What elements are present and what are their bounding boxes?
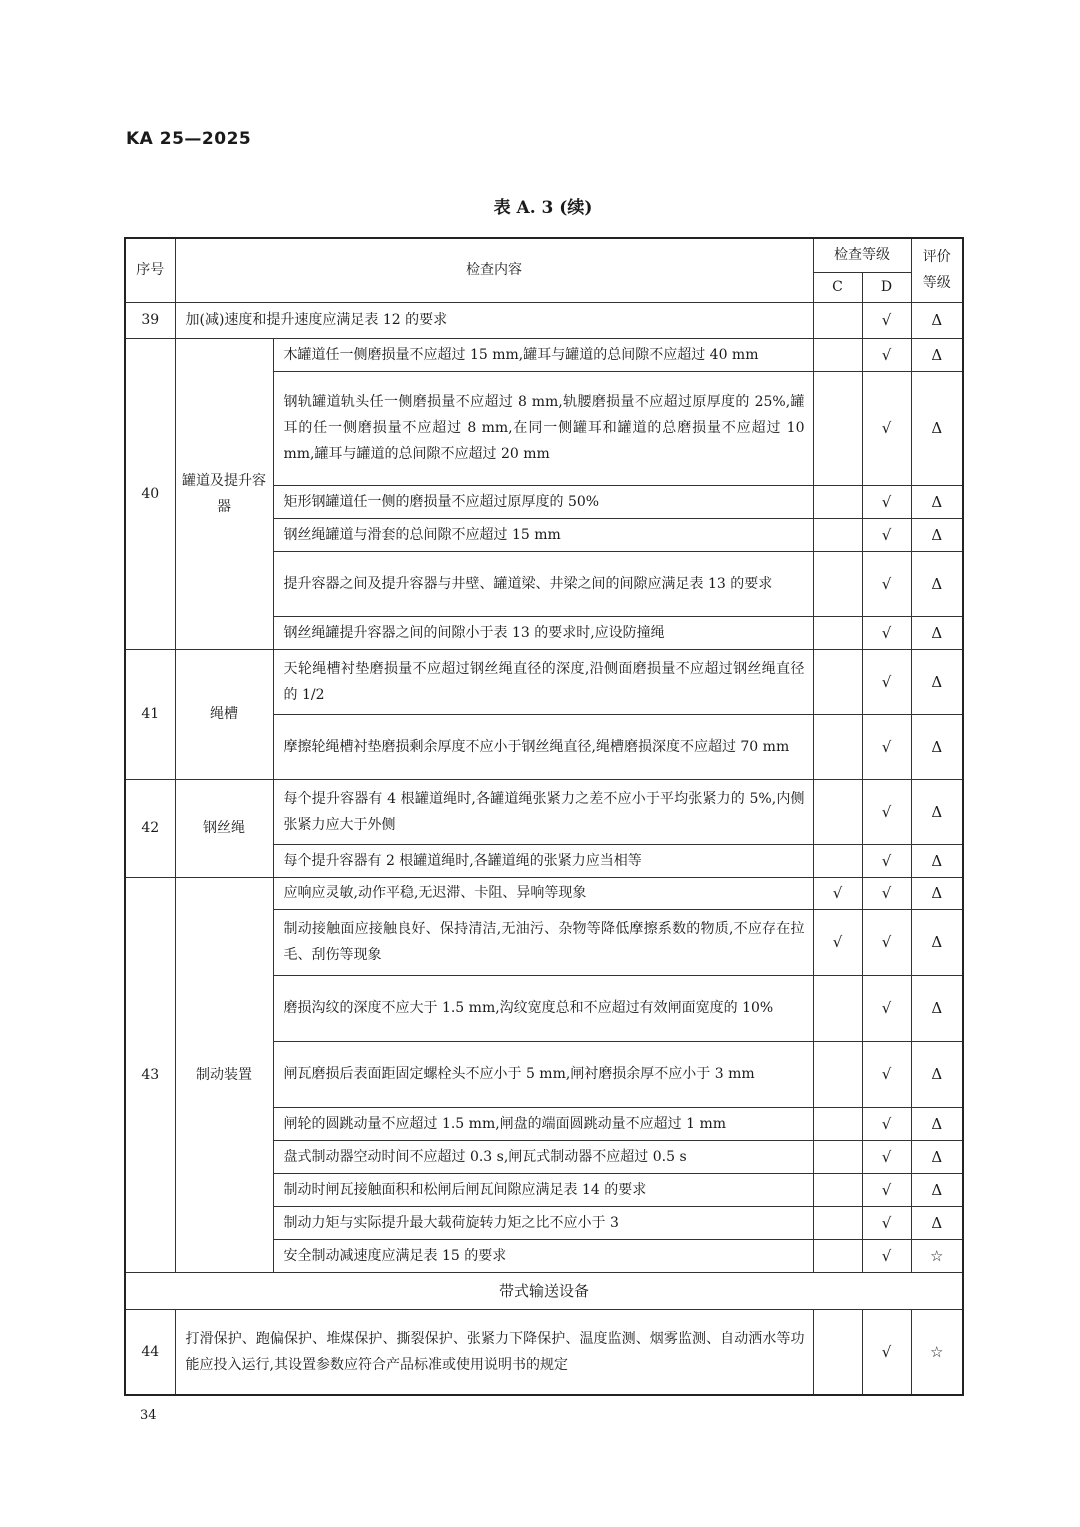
eval-cell: Δ [911, 1041, 963, 1107]
level-c-cell [813, 1309, 862, 1395]
level-d-cell: √ [862, 1206, 911, 1239]
level-c-cell [813, 551, 862, 616]
level-c-cell [813, 844, 862, 877]
level-d-cell: √ [862, 518, 911, 551]
level-c-cell [813, 779, 862, 844]
level-c-cell [813, 1041, 862, 1107]
level-d-cell: √ [862, 1140, 911, 1173]
standard-code: KA 25—2025 [126, 129, 252, 149]
eval-cell: Δ [911, 518, 963, 551]
level-c-cell [813, 1140, 862, 1173]
category-cell: 钢丝绳 [175, 779, 273, 877]
level-d-cell: √ [862, 779, 911, 844]
content-cell: 应响应灵敏,动作平稳,无迟滞、卡阻、异响等现象 [273, 877, 813, 909]
content-cell: 加(减)速度和提升速度应满足表 12 的要求 [175, 302, 813, 338]
level-c-cell: √ [813, 877, 862, 909]
category-cell: 绳槽 [175, 649, 273, 779]
level-d-cell: √ [862, 551, 911, 616]
col-header-content: 检查内容 [175, 238, 813, 302]
category-cell: 制动装置 [175, 877, 273, 1272]
level-c-cell [813, 616, 862, 649]
content-cell: 天轮绳槽衬垫磨损量不应超过钢丝绳直径的深度,沿侧面磨损量不应超过钢丝绳直径的 1/2 [273, 649, 813, 714]
col-header-eval [911, 238, 963, 302]
level-d-cell: √ [862, 714, 911, 779]
eval-cell: Δ [911, 371, 963, 485]
seq-cell: 44 [125, 1309, 175, 1395]
level-d-cell: √ [862, 1107, 911, 1140]
section-title: 带式输送设备 [125, 1272, 963, 1309]
col-header-seq: 序号 [125, 238, 175, 302]
content-cell: 安全制动减速度应满足表 15 的要求 [273, 1239, 813, 1272]
level-c-cell [813, 1173, 862, 1206]
seq-cell: 40 [125, 338, 175, 649]
eval-cell: Δ [911, 1140, 963, 1173]
level-d-cell: √ [862, 1041, 911, 1107]
content-cell: 闸瓦磨损后表面距固定螺栓头不应小于 5 mm,闸衬磨损余厚不应小于 3 mm [273, 1041, 813, 1107]
seq-cell: 41 [125, 649, 175, 779]
content-cell: 钢丝绳罐提升容器之间的间隙小于表 13 的要求时,应设防撞绳 [273, 616, 813, 649]
eval-cell: Δ [911, 975, 963, 1041]
eval-cell: Δ [911, 1173, 963, 1206]
col-header-eval-line2: 等级 [922, 275, 951, 292]
level-d-cell: √ [862, 371, 911, 485]
level-c-cell [813, 1107, 862, 1140]
category-cell: 罐道及提升容器 [175, 338, 273, 649]
content-cell: 每个提升容器有 2 根罐道绳时,各罐道绳的张紧力应当相等 [273, 844, 813, 877]
content-cell: 提升容器之间及提升容器与井壁、罐道梁、井梁之间的间隙应满足表 13 的要求 [273, 551, 813, 616]
content-cell: 盘式制动器空动时间不应超过 0.3 s,闸瓦式制动器不应超过 0.5 s [273, 1140, 813, 1173]
level-d-cell: √ [862, 616, 911, 649]
content-cell: 钢轨罐道轨头任一侧磨损量不应超过 8 mm,轨腰磨损量不应超过原厚度的 25%,罐耳的任一侧磨损量不应超过 8 mm,在同一侧罐耳和罐道的总磨损量不应超过 10 mm,罐耳与罐道的总间隙不应超过 20 mm [273, 371, 813, 485]
level-c-cell [813, 338, 862, 371]
eval-cell: Δ [911, 551, 963, 616]
level-d-cell: √ [862, 1173, 911, 1206]
eval-cell: Δ [911, 302, 963, 338]
level-d-cell: √ [862, 485, 911, 518]
level-c-cell [813, 714, 862, 779]
page-number: 34 [140, 1408, 157, 1423]
eval-cell: Δ [911, 714, 963, 779]
eval-cell: Δ [911, 485, 963, 518]
level-c-cell [813, 302, 862, 338]
seq-cell: 42 [125, 779, 175, 877]
level-d-cell: √ [862, 844, 911, 877]
table-row [125, 302, 963, 338]
content-cell: 制动接触面应接触良好、保持清洁,无油污、杂物等降低摩擦系数的物质,不应存在拉毛、刮伤等现象 [273, 909, 813, 975]
level-c-cell [813, 1239, 862, 1272]
eval-cell: Δ [911, 338, 963, 371]
col-header-level: 检查等级 [813, 238, 911, 272]
eval-cell: Δ [911, 1107, 963, 1140]
seq-cell: 39 [125, 302, 175, 338]
content-cell: 摩擦轮绳槽衬垫磨损剩余厚度不应小于钢丝绳直径,绳槽磨损深度不应超过 70 mm [273, 714, 813, 779]
eval-cell: ☆ [911, 1309, 963, 1395]
col-header-level-d: D [862, 272, 911, 302]
header-row [125, 238, 963, 272]
level-c-cell: √ [813, 909, 862, 975]
content-cell: 制动力矩与实际提升最大载荷旋转力矩之比不应小于 3 [273, 1206, 813, 1239]
col-header-level-c: C [813, 272, 862, 302]
eval-cell: Δ [911, 909, 963, 975]
level-c-cell [813, 649, 862, 714]
content-cell: 制动时闸瓦接触面积和松闸后闸瓦间隙应满足表 14 的要求 [273, 1173, 813, 1206]
table-row [125, 649, 963, 714]
content-cell: 打滑保护、跑偏保护、堆煤保护、撕裂保护、张紧力下降保护、温度监测、烟雾监测、自动洒水等功能应投入运行,其设置参数应符合产品标准或使用说明书的规定 [175, 1309, 813, 1395]
level-c-cell [813, 1206, 862, 1239]
level-d-cell: √ [862, 877, 911, 909]
eval-cell: ☆ [911, 1239, 963, 1272]
col-header-eval-line1: 评价 [922, 249, 951, 266]
content-cell: 磨损沟纹的深度不应大于 1.5 mm,沟纹宽度总和不应超过有效闸面宽度的 10% [273, 975, 813, 1041]
level-d-cell: √ [862, 649, 911, 714]
level-d-cell: √ [862, 975, 911, 1041]
level-d-cell: √ [862, 1309, 911, 1395]
level-d-cell: √ [862, 909, 911, 975]
content-cell: 钢丝绳罐道与滑套的总间隙不应超过 15 mm [273, 518, 813, 551]
content-cell: 闸轮的圆跳动量不应超过 1.5 mm,闸盘的端面圆跳动量不应超过 1 mm [273, 1107, 813, 1140]
level-c-cell [813, 518, 862, 551]
eval-cell: Δ [911, 649, 963, 714]
level-d-cell: √ [862, 338, 911, 371]
table-row [125, 779, 963, 844]
table-row [125, 338, 963, 371]
level-c-cell [813, 975, 862, 1041]
eval-cell: Δ [911, 616, 963, 649]
table-row [125, 877, 963, 909]
seq-cell: 43 [125, 877, 175, 1272]
level-c-cell [813, 485, 862, 518]
eval-cell: Δ [911, 1206, 963, 1239]
inspection-table [124, 237, 964, 1396]
table-title: 表 A. 3 (续) [493, 198, 593, 218]
level-c-cell [813, 371, 862, 485]
content-cell: 矩形钢罐道任一侧的磨损量不应超过原厚度的 50% [273, 485, 813, 518]
level-d-cell: √ [862, 1239, 911, 1272]
eval-cell: Δ [911, 844, 963, 877]
eval-cell: Δ [911, 779, 963, 844]
section-row [125, 1272, 963, 1309]
content-cell: 每个提升容器有 4 根罐道绳时,各罐道绳张紧力之差不应小于平均张紧力的 5%,内侧张紧力应大于外侧 [273, 779, 813, 844]
eval-cell: Δ [911, 877, 963, 909]
table-row [125, 1309, 963, 1395]
level-d-cell: √ [862, 302, 911, 338]
content-cell: 木罐道任一侧磨损量不应超过 15 mm,罐耳与罐道的总间隙不应超过 40 mm [273, 338, 813, 371]
